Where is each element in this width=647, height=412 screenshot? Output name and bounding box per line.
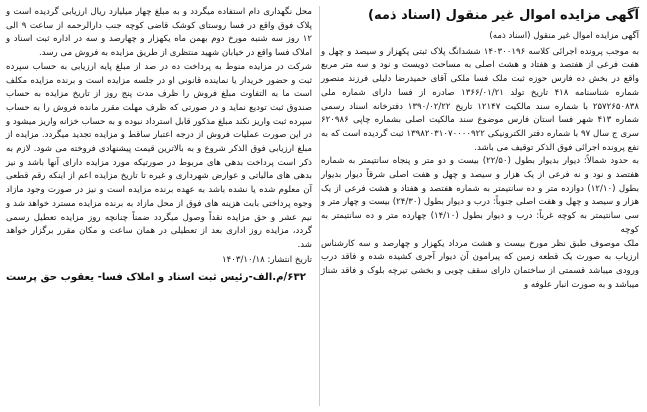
notice-subtitle: آگهی مزایده اموال غیر منقول (اسناد ذمه) (489, 31, 639, 41)
auction-conditions: شرکت در مزایده منوط به پرداخت ده در صد از مبلغ پایه ارزیابی به حساب سپرده ثبت و حضور خریدار یا نماینده قانونی او در جلسه مزایده است و برنده مزایده مکلف است ما به التفاوت مبلغ فروش را ظرف مدت پنج روز از تاریخ مزایده به حساب صندوق ثبت تودیع نماید و در صورتی که ظرف مهلت مقرر مانده فروش را به حساب سپرده ثبت واریز نکند مبلغ مذکور قابل استرداد نبوده و به حساب خزانه واریز میشود و در این صورت عملیات فروش از درجه اعتبار ساقط و مزایده تجدید میگردد. مزایده از مبلغ ارزیابی فوق الذکر شروع و به بالاترین قیمت پیشنهادی فروخته می شود. لازم به ذکر است پرداخت بدهی های مربوط در صورتیکه مورد مزایده دارای آنها باشد و نیز بدهی های مالیاتی و عوارض شهرداری و غیره تا تاریخ مزایده اعم از اینکه رقم قطعی آن معلوم شده یا نشده باشد به عهده برنده مزایده است و نیز در صورت وجود مازاد وجوه پرداختی بابت هزینه های فوق از محل مازاد به برنده مزایده مسترد خواهد شد و نیم عشر و حق مزایده نقداً وصول میگردد ضمناً چنانچه روز مزایده تعطیل رسمی گردد، مزایده روز اداری بعد از تعطیلی در همان ساعت و مکان مقرر برگزار خواهد شد. (6, 61, 312, 250)
appraisal-description: ملک موصوف طبق نظر مورخ بیست و هشت مرداد یکهزار و چهارصد و سه کارشناس ارزیاب به صورت یک قطعه زمین که پیرامون آن دیوار آجری کشیده شده و فاقد درب ورودی میباشد قسمتی از ساختمان دارای سقف چوبی و بخشی تیرچه بلوک و فاقد شناژ میباشد و به صورت انبار علوفه و (321, 238, 639, 290)
auction-time-place: محل نگهداری دام استفاده میگردد و به مبلغ چهار میلیارد ریال ارزیابی گردیده است و پلاک فوق واقع در فسا روستای کوشک قاضی کوچه جنب دارالرحمه از ساعت ۹ الی ۱۲ روز سه شنبه مورخ دوم بهمن ماه یکهزار و چهارصد و سه در اداره ثبت اسناد و املاک فسا واقع در خیابان شهید منتظری از طریق مزایده به فروش می رسد. (6, 7, 312, 59)
column-divider (319, 6, 320, 406)
notice-signature: ۶۳۲/م.الف-رئیس ثبت اسناد و املاک فسا- یعقوب حق پرست (6, 272, 306, 284)
notice-title: آگهی مزایده اموال غیر منقول (اسناد ذمه) (368, 8, 639, 23)
property-description: به موجب پرونده اجرائی کلاسه ۱۴۰۳۰۰۱۹۶ ششدانگ پلاک ثبتی پکهزار و سیصد و چهل و هفت فرعی از هفتصد و هفتاد و هشت اصلی به مساحت دویست و نود و سه متر مربع واقع در بخش ده فارس حوزه ثبت ملک فسا ملکی آقای حمیدرضا دلیلی فرزند منصور شماره شناسنامه ۴۱۸ تاریخ تولد ۱۳۶۶/۰۱/۲۱ صادره از فسا دارای شماره ملی ۲۵۷۲۶۵۰۸۳۸ با شماره سند مالکیت ۱۲۱۴۷ تاریخ ۱۳۹۰/۰۲/۲۲ دفترخانه اسناد رسمی شماره ۴۱۳ شهر فسا استان فارس موضوع سند مالکیت اصلی بشماره چاپی ۶۲۰۹۸۶ سری ج سال ۹۷ با شماره دفتر الکترونیکی ۱۳۹۸۲۰۳۱۰۷۰۰۰۰۹۲۲ ثبت گردیده است که به نفع پرونده اجرائی فوق الذکر توقیف می باشد. (321, 46, 639, 153)
notice-left-column (6, 6, 312, 406)
notice-right-column (321, 6, 639, 406)
publish-date: تاریخ انتشار: ۱۴۰۳/۱۰/۱۸ (222, 254, 312, 265)
property-boundaries: به حدود شمالاً: دیوار بدیوار بطول (۲۲/۵۰) بیست و دو متر و پنجاه سانتیمتر به شماره هفتصد و نود و نه فرعی از یک هزار و سیصد و چهل و هفت اصلی شرقاً دیوار بدیوار بطول (۱۲/۱۰) دوازده متر و ده سانتیمتر به شماره هفتصد و هفتاد و هشت فرعی از یک هزار و سیصد و چهل و هفت اصلی جنوباً: درب و دیوار بطول (۲۴/۳۰) بیست و چهار متر و سی سانتیمتر به کوچه غرباً: درب و دیوار بطول (۱۴/۱۰) چهارده متر و ده سانتیمتر به کوچه (321, 156, 640, 235)
